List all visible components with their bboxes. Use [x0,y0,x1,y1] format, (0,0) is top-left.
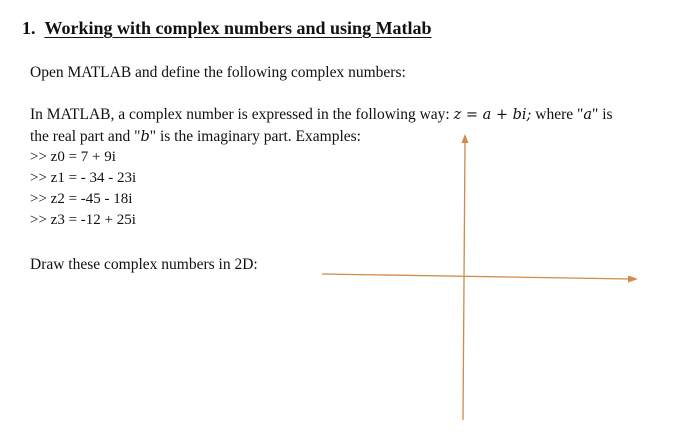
a-variable: a [583,107,593,123]
example-z3: >> z3 = -12 + 25i [30,212,136,228]
example-z2: >> z2 = -45 - 18i [30,191,133,207]
explanation-prefix: In MATLAB, a complex number is expressed in the following way: [30,106,454,123]
formula: z = a + bi; [453,107,532,123]
intro-text: Open MATLAB and define the following complex numbers: [30,64,406,81]
real-axis-arrowhead [628,276,638,283]
example-z1: >> z1 = - 34 - 23i [30,170,137,186]
instruction-text: Draw these complex numbers in 2D: [30,256,258,273]
real-axis [322,274,630,279]
b-variable: b [140,129,150,145]
line2-start: the real part and " [30,128,141,145]
line2-end: " is the imaginary part. Examples: [149,128,361,145]
section-title: Working with complex numbers and using Matlab [44,18,432,38]
section-number: 1. [22,18,36,38]
explanation-suffix: where "a" is [531,106,613,123]
imaginary-axis-arrowhead [462,134,469,143]
example-z0: >> z0 = 7 + 9i [30,149,116,165]
imaginary-axis [463,142,465,420]
